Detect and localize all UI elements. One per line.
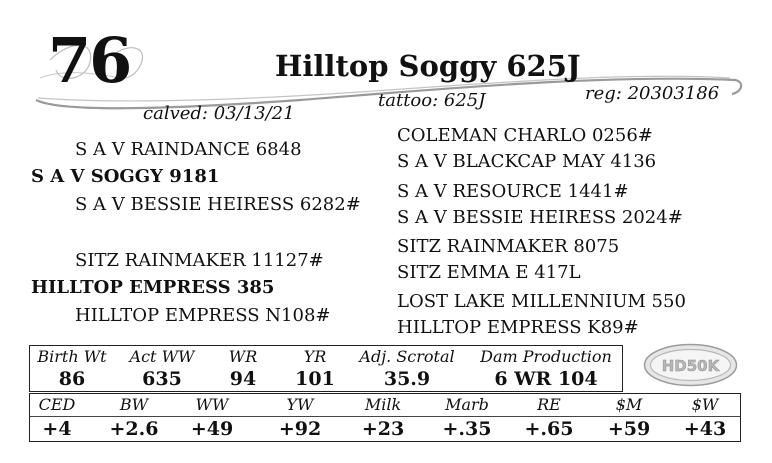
epd-value-ced: +4 (42, 418, 72, 440)
perf-header-adj-scrotal: Adj. Scrotal (359, 347, 455, 366)
epd-header-milk: Milk (364, 395, 402, 414)
pedigree-sire-sire: S A V RAINDANCE 6848 (75, 139, 302, 160)
perf-header-birth-wt: Birth Wt (37, 347, 107, 366)
epd-value-milk: +23 (361, 418, 405, 440)
perf-header-act-ww: Act WW (129, 347, 195, 366)
hd50k-label: HD50K (661, 357, 720, 375)
pedigree-ss-dam: S A V BLACKCAP MAY 4136 (397, 151, 657, 172)
pedigree-sd-sire: S A V RESOURCE 1441# (397, 181, 629, 202)
epd-header-marb: Marb (445, 395, 489, 414)
registration-number: reg: 20303186 (585, 83, 720, 104)
pedigree-dd-sire: LOST LAKE MILLENNIUM 550 (397, 291, 686, 312)
perf-value-wr: 94 (229, 368, 257, 390)
animal-name: Hilltop Soggy 625J (275, 49, 581, 83)
epd-value-yw: +92 (278, 418, 322, 440)
pedigree-dd-dam: HILLTOP EMPRESS K89# (397, 317, 639, 338)
pedigree-ds-dam: SITZ EMMA E 417L (397, 262, 581, 283)
pedigree-sire-dam: S A V BESSIE HEIRESS 6282# (75, 194, 361, 215)
pedigree-dam-dam: HILLTOP EMPRESS N108# (75, 305, 331, 326)
epd-value-dollar-w: +43 (683, 418, 727, 440)
perf-value-dam-production: 6 WR 104 (494, 368, 598, 390)
epd-header-re: RE (537, 395, 561, 414)
perf-header-yr: YR (303, 347, 327, 366)
epd-header-yw: YW (286, 395, 314, 414)
pedigree-sire: S A V SOGGY 9181 (31, 166, 220, 187)
epd-header-ww: WW (195, 395, 229, 414)
epd-value-re: +.65 (524, 418, 574, 440)
lot-number: 76 (48, 24, 131, 97)
pedigree-ss-sire: COLEMAN CHARLO 0256# (397, 125, 653, 146)
epd-header-bw: BW (119, 395, 149, 414)
perf-header-dam-production: Dam Production (480, 347, 612, 366)
epd-table (29, 393, 741, 442)
perf-header-wr: WR (228, 347, 258, 366)
epd-value-dollar-m: +59 (607, 418, 651, 440)
perf-value-adj-scrotal: 35.9 (383, 368, 431, 390)
perf-value-yr: 101 (295, 368, 335, 390)
calved-date: calved: 03/13/21 (143, 103, 295, 124)
pedigree-ds-sire: SITZ RAINMAKER 8075 (397, 236, 620, 257)
performance-table (29, 345, 623, 392)
epd-value-ww: +49 (190, 418, 234, 440)
perf-value-act-ww: 635 (142, 368, 182, 390)
perf-value-birth-wt: 86 (58, 368, 86, 390)
pedigree-sd-dam: S A V BESSIE HEIRESS 2024# (397, 207, 683, 228)
pedigree-dam-sire: SITZ RAINMAKER 11127# (75, 250, 324, 271)
epd-divider (30, 416, 740, 417)
epd-header-dollar-w: $W (691, 395, 719, 414)
epd-value-bw: +2.6 (109, 418, 159, 440)
tattoo: tattoo: 625J (378, 90, 486, 111)
epd-value-marb: +.35 (442, 418, 492, 440)
hd50k-logo-icon (643, 343, 738, 387)
pedigree-dam: HILLTOP EMPRESS 385 (31, 277, 275, 298)
epd-header-ced: CED (38, 395, 76, 414)
epd-header-dollar-m: $M (615, 395, 643, 414)
